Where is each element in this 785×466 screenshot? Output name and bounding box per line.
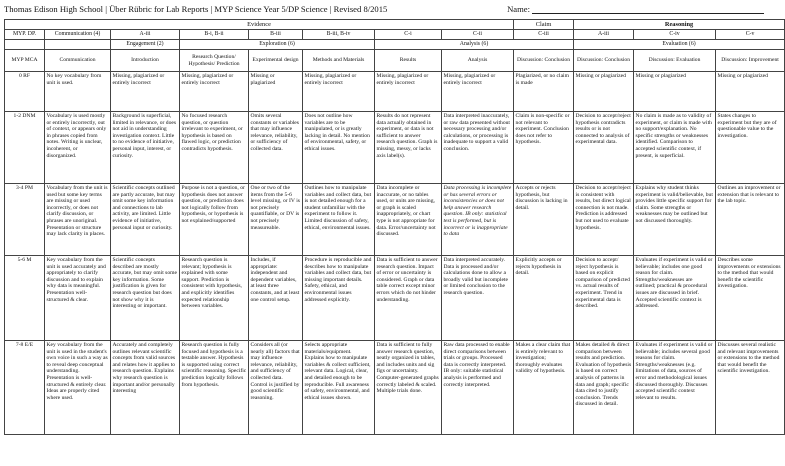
rubric-cell: Evaluates if experiment is valid or believable; includes several good reasons for claim. Strengths/weaknesses (e.g. limitations of data, sources of error and methodological issues discussed thoroughly. Discusses accepted scientific context relevant to results. <box>634 341 716 435</box>
rubric-row-7-8 <box>5 341 785 435</box>
level-cell: 7-8 E/E <box>5 341 45 435</box>
document-title: Thomas Edison High School | Über Rübric for Lab Reports | MYP Science Year 5/DP Science | Revised 8/2015 <box>4 4 388 14</box>
rubric-cell: Vocabulary is used mostly or entirely incorrectly, out of context, or appears only in phrases copied from notes. Writing is unclear, incoherent, or disorganized. <box>45 112 111 184</box>
col-title-myp-mca: MYP MCA <box>5 50 45 72</box>
rubric-row-5-6 <box>5 256 785 341</box>
rubric-row-3-4 <box>5 184 785 256</box>
col-title-conclusion-claim: Discussion: Conclusion <box>514 50 574 72</box>
rubric-cell: Purpose is not a question, or hypothesis does not answer question, or prediction does not logically follow from hypothesis, or hypothesis is not explained/supported <box>180 184 249 256</box>
rubric-cell: Makes detailed & direct comparison between results and prediction. Evaluation of hypothesis is based on correct analysis of patterns in data and graph; specific data cited to justify conclusion. Trends discussed in detail. <box>574 341 634 435</box>
rubric-cell: Omits several constants or variables that may influence relevance, reliability, or sufficiency of collected data. <box>249 112 303 184</box>
code-bi-bii: B-i, B-ii <box>180 30 249 40</box>
code-ci: C-i <box>375 30 442 40</box>
rubric-cell: Missing or plagiarized <box>249 72 303 112</box>
evidence-header-row <box>5 20 785 30</box>
rubric-cell: Missing, plagiarized or entirely incorrect <box>375 72 442 112</box>
page-header <box>4 2 764 16</box>
code-cii: C-ii <box>442 30 514 40</box>
rubric-cell: Data interpreted inaccurately, or raw data presented without necessary processing and/or calculations, or processing is inadequate to support a valid conclusion. <box>442 112 514 184</box>
rubric-cell: Plagiarized, or no claim is made <box>514 72 574 112</box>
rubric-cell: Scientific concepts described are mostly accurate, but may omit some key information. Some justification is given for research question but does not show why it is interesting or important. <box>111 256 180 341</box>
reasoning-group: Reasoning <box>574 20 785 30</box>
rubric-cell: Results do not represent data actually obtained in experiment, or data is not sufficient to answer research question. Graph is missing, messy, or lacks axis label(s). <box>375 112 442 184</box>
subgroup-exploration: Exploration (6) <box>180 40 375 50</box>
rubric-cell: Data is sufficient to fully answer research question, neatly organized in tables, and includes units and sig figs or uncertainty. Computer-generated graphs correctly labeled & scaled. Multiple trials done. <box>375 341 442 435</box>
evidence-group: Evidence <box>5 20 514 30</box>
rubric-cell: Considers all (or nearly all) factors that may influence relevance, reliability, and sufficiency of collected data. Control is justified by good scientific reasoning. <box>249 341 303 435</box>
level-cell: 1-2 DNM <box>5 112 45 184</box>
subgroup-analysis: Analysis (6) <box>375 40 574 50</box>
rubric-cell: Accurately and completely outlines relevant scientific concepts from valid sources and relates how it applies to research question. Explains why research question is important and/or personally interesting <box>111 341 180 435</box>
rubric-row-0 <box>5 72 785 112</box>
rubric-cell: Data is sufficient to answer research question. Impact of error or uncertainty is considered. Graph or data table correct except minor errors which do not hinder understanding. <box>375 256 442 341</box>
level-cell: 5-6 M <box>5 256 45 341</box>
rubric-cell: Background is superficial, limited in relevance, or does not aid in understanding investigation context. Little to no evidence of initiative, personal input, interest, or curiosity. <box>111 112 180 184</box>
rubric-cell: Missing or plagiarized <box>716 72 785 112</box>
code-cv: C-v <box>716 30 785 40</box>
col-title-communication: Communication <box>45 50 111 72</box>
rubric-cell: Data incomplete or inaccurate, or no tables used, or units are missing, or graph is scaled inappropriately, or chart type is not appropriate for data. Error/uncertainty not discussed. <box>375 184 442 256</box>
subgroup-engagement: Engagement (2) <box>111 40 180 50</box>
rubric-cell: Accepts or rejects hypothesis, but discussion is lacking in detail. <box>514 184 574 256</box>
rubric-cell: Raw data processed to enable direct comparisons between trials or groups. Processed data is correctly interpreted. IB only: suitable statistical analysis is performed and correctly interpreted. <box>442 341 514 435</box>
rubric-row-1-2 <box>5 112 785 184</box>
rubric-cell: Missing or plagiarized <box>634 72 716 112</box>
rubric-cell: Missing, plagiarized or entirely incorrect <box>180 72 249 112</box>
rubric-cell: Selects appropriate materials/equipment. Explains how to manipulate variables & collect sufficient, relevant data. Logical, clear, and detailed enough to be reproducible. Full awareness of safety, environmental, and ethical issues shown. <box>303 341 375 435</box>
subgroup-blank-1 <box>5 40 45 50</box>
rubric-cell: Key vocabulary from the unit is used in the student's own voice in such a way as to reveal deep conceptual understanding. Presentation is well-structured & entirely clear. Ideas are properly cited where used. <box>45 341 111 435</box>
col-title-introduction: Introduction <box>111 50 180 72</box>
rubric-cell: Decision to accept/reject is consistent with results, but direct logical connection is not made. Prediction is addressed but not used to evaluate hypothesis. <box>574 184 634 256</box>
code-aiii-b: A-iii <box>574 30 634 40</box>
code-communication: Communication (4) <box>45 30 111 40</box>
name-field[interactable] <box>507 4 764 14</box>
rubric-cell: Missing, plagiarized or entirely incorrect <box>442 72 514 112</box>
rubric-cell: One or two of the items from the 5-6 level missing, or IV is not precisely quantifiable, or DV is not precisely measureable. <box>249 184 303 256</box>
rubric-cell: Missing, plagiarized or entirely incorrect <box>303 72 375 112</box>
col-title-experimental-design: Experimental design <box>249 50 303 72</box>
subgroup-evaluation: Evaluation (6) <box>574 40 785 50</box>
rubric-cell: Outlines how to manipulate variables and collect data, but is not detailed enough for a student unfamiliar with the experiment to follow it. Limited discussion of safety, ethical, environmental issues. <box>303 184 375 256</box>
col-title-conclusion-hypothesis: Discussion: Conclusion <box>574 50 634 72</box>
rubric-cell: Key vocabulary from the unit is used accurately and appropriately to clarify discussion and to explain why data is meaningful. Presentation well-structured & clear. <box>45 256 111 341</box>
rubric-cell: Scientific concepts outlined are partly accurate, but may omit some key information and connections to lab activity, are limited. Little evidence of initiative, personal input or curiosity. <box>111 184 180 256</box>
rubric-cell: Research question is relevant; hypothesis is explained with some support. Prediction is consistent with hypothesis, and explicitly identifies expected relationship between variables. <box>180 256 249 341</box>
claim-group: Claim <box>514 20 574 30</box>
code-biii: B-iii <box>249 30 303 40</box>
col-title-analysis: Analysis <box>442 50 514 72</box>
rubric-cell: Data processing is incomplete or has several errors or inconsistencies or does not help answer research question. IB only: statistical test is performed, but is incorrect or is inappropriate to data <box>442 184 514 256</box>
code-ciii: C-iii <box>514 30 574 40</box>
rubric-cell: Data interpreted accurately. Data is processed and/or calculations done to allow a broadly valid but incomplete or limited conclusion to the research question. <box>442 256 514 341</box>
rubric-cell: Claim is non-specific or not relevant to experiment. Conclusion does not refer to hypothesis. <box>514 112 574 184</box>
col-title-evaluation: Discussion: Evaluation <box>634 50 716 72</box>
code-aiii: A-iii <box>111 30 180 40</box>
col-title-results: Results <box>375 50 442 72</box>
rubric-table <box>4 19 785 435</box>
rubric-cell: Missing or plagiarized <box>574 72 634 112</box>
criteria-subgroup-row <box>5 40 785 50</box>
code-biii-biv: B-iii, B-iv <box>303 30 375 40</box>
rubric-cell: Discusses several realistic and relevant improvements or extensions to the method that would benefit the scientific investigation. <box>716 341 785 435</box>
rubric-cell: Describes some improvements or extensions to the method that would benefit the scientific investigation. <box>716 256 785 341</box>
rubric-cell: Explicitly accepts or rejects hypothesis in detail. <box>514 256 574 341</box>
rubric-cell: Decision to accept/ reject hypothesis is based on explicit comparison of predicted vs. actual results of experiment. Trend in experimental data is described. <box>574 256 634 341</box>
name-line[interactable] <box>532 5 764 14</box>
criteria-code-row <box>5 30 785 40</box>
rubric-cell: States changes to experiment but they are of questionable value to the investigation. <box>716 112 785 184</box>
rubric-cell: Vocabulary from the unit is used but some key terms are missing or used incorrectly, or does not clarify discussion, or phrases are unoriginal. Presentation or structure may lack clarity in places. <box>45 184 111 256</box>
rubric-cell: Includes, if appropriate: independent and dependent variables, at least three constants, and at least one control setup. <box>249 256 303 341</box>
rubric-cell: No claim is made as to validity of experiment, or claim is made with no support/explanation. No specific strengths or weaknesses identified. Comparison to accepted scientific context, if present, is superficial. <box>634 112 716 184</box>
col-title-methods: Methods and Materials <box>303 50 375 72</box>
rubric-cell: No focused research question, or question irrelevant to experiment, or hypothesis is based on flawed logic, or prediction contradicts hypothesis. <box>180 112 249 184</box>
rubric-cell: Outlines an improvement or extension that is relevant to the lab topic. <box>716 184 785 256</box>
rubric-cell: Decision to accept/reject hypothesis contradicts results or is not connected to analysis of experimental data. <box>574 112 634 184</box>
rubric-cell: Procedure is reproducible and describes how to manipulate variables and collect data, but missing important details. Safety, ethical, and environmental issues addressed explicitly. <box>303 256 375 341</box>
rubric-cell: Evaluates if experiment is valid or believable; includes one good reason for claim. Strengths/weaknesses are outlined; practical & procedural issues are discussed in brief. Accepted scientific context is addressed. <box>634 256 716 341</box>
rubric-cell: Does not outline how variables are to be manipulated, or is greatly lacking in detail. No mention of environmental, safety, or ethical issues. <box>303 112 375 184</box>
code-myp-dp: MYP. DP. <box>5 30 45 40</box>
rubric-cell: Missing, plagiarized or entirely incorrect <box>111 72 180 112</box>
code-civ: C-iv <box>634 30 716 40</box>
rubric-cell: Research question is fully focused and hypothesis is a testable answer. Hypothesis is supported using correct scientific reasoning. Specific prediction logically follows from hypothesis. <box>180 341 249 435</box>
rubric-cell: No key vocabulary from unit is used. <box>45 72 111 112</box>
name-label: Name: <box>507 4 530 14</box>
rubric-cell: Explains why student thinks experiment is valid/believable, but provides little specific support for claim. Some strengths or weaknesses may be outlined but not discussed thoroughly. <box>634 184 716 256</box>
level-cell: 3-4 PM <box>5 184 45 256</box>
col-title-improvement: Discussion: Improvement <box>716 50 785 72</box>
column-title-row <box>5 50 785 72</box>
col-title-research-question: Research Question/ Hypothesis/ Prediction <box>180 50 249 72</box>
level-cell: 0 RF <box>5 72 45 112</box>
subgroup-blank-2 <box>45 40 111 50</box>
rubric-cell: Makes a clear claim that is entirely relevant to investigation; thoroughly evaluates validity of hypothesis. <box>514 341 574 435</box>
